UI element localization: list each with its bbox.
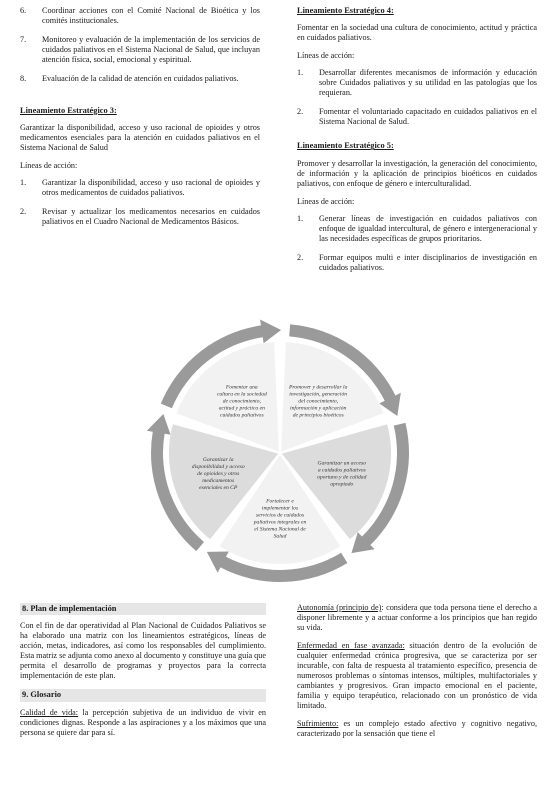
actions-label: Líneas de acción: xyxy=(297,196,355,206)
glossary-term: Sufrimiento: xyxy=(297,719,339,728)
section-title: 8. Plan de implementación xyxy=(20,603,266,615)
right-bottom-column xyxy=(297,603,537,747)
diagram-segment-label: Garantizar un acceso a cuidados paliativos oportuno y de calidad apropiado xyxy=(317,460,367,488)
list-item: 7. Monitoreo y evaluación de la implementación de los servicios de cuidados paliativos en el Sistema Nacional de Salud, que incluyan atención física, social, emocional y espiritual. xyxy=(20,35,260,64)
list-item: 2. Revisar y actualizar los medicamentos necesarios en cuidados paliativos en el Cuadro Nacional de Medicamentos Básicos. xyxy=(20,207,260,227)
section-heading: Lineamiento Estratégico 3: xyxy=(20,106,117,115)
diagram-segment-label: Promover y desarrollar la investigación, generación del conocimiento, información y aplicación de principios bioéticos xyxy=(288,384,348,419)
glossary-term: Calidad de vida: xyxy=(20,707,79,717)
glossary-entry: Autonomía (principio de): considera que toda persona tiene el derecho a disponer libremente y a actuar conforme a los principios que han regido su vida. xyxy=(297,603,537,632)
paragraph: Promover y desarrollar la investigación, la generación del conocimiento, de información y la aplicación de principios bioéticos en cuidados paliativos, con enfoque de género e interculturalidad. xyxy=(297,158,537,188)
strategic-cycle-diagram xyxy=(130,318,430,588)
glossary-term: Autonomía (principio de) xyxy=(297,603,382,612)
actions-label: Líneas de acción: xyxy=(20,161,78,171)
paragraph: Fomentar en la sociedad una cultura de conocimiento, actitud y práctica en cuidados paliativos. xyxy=(297,23,537,43)
list-item: 1. Desarrollar diferentes mecanismos de información y educación sobre Cuidados paliativos y su utilidad en las patologías que los requieran. xyxy=(297,68,537,98)
list-item: 2. Formar equipos multi e inter disciplinarios de investigación en cuidados paliativos. xyxy=(297,252,537,272)
section-heading: Lineamiento Estratégico 4: xyxy=(297,6,394,15)
glossary-entry: Sufrimiento: es un complejo estado afectivo y cognitivo negativo, caracterizado por la sensación que tiene el xyxy=(297,719,537,738)
diagram-segment-label: Garantizar la disponibilidad y acceso de opioides y otros medicamentos esenciales en CP xyxy=(191,457,245,492)
section-title: 9. Glosario xyxy=(20,689,266,701)
list-item: 8. Evaluación de la calidad de atención en cuidados paliativos. xyxy=(20,74,239,83)
section-heading: Lineamiento Estratégico 5: xyxy=(297,141,394,151)
right-top-column xyxy=(297,6,537,282)
glossary-entry: Enfermedad en fase avanzada: situación dentro de la evolución de cualquier enfermedad crónica progresiva, que se caracteriza por ser incurable, con falta de respuesta al tratamiento específico, presencia de numerosos problemas o síntomas intensos, múltiples, multifactoriales y cambiantes y progresivos. Gran impacto emocional en el paciente, familia y equipo terapéutico, relacionado con un pronóstico de vida limitado. xyxy=(297,641,537,710)
diagram-segment-label: Fomentar una cultura en la sociedad de conocimiento, actitud y práctica en cuidados paliativos xyxy=(216,384,267,419)
diagram-segment-label: Fortalecer e implementar los servicios de cuidados paliativos integrales en el Sistema Nacional de Salud xyxy=(253,498,307,540)
glossary-term: Enfermedad en fase avanzada: xyxy=(297,641,405,650)
actions-label: Líneas de acción: xyxy=(297,51,355,61)
list-item: 2. Fomentar el voluntariado capacitado en cuidados paliativos en el Sistema Nacional de Salud. xyxy=(297,107,537,127)
left-bottom-column xyxy=(20,603,266,746)
paragraph: Garantizar la disponibilidad, acceso y uso racional de opioides y otros medicamentos esenciales para la atención en cuidados paliativos en el Sistema Nacional de Salud xyxy=(20,123,260,153)
paragraph: Con el fin de dar operatividad al Plan Nacional de Cuidados Paliativos se ha elaborado una matriz con los lineamientos estratégicos, líneas de acción, metas, indicadores, así como los responsables del cumplimiento. Esta matriz se adjunta como anexo al documento y constituye una guía que permita el desarrollo de programas y proyectos para la correcta implementación de este plan. xyxy=(20,621,267,681)
list-item: 6. Coordinar acciones con el Comité Nacional de Bioética y los comités institucionales. xyxy=(20,6,260,25)
left-top-column xyxy=(20,6,260,236)
list-item: 1. Garantizar la disponibilidad, acceso y uso racional de opioides y otros medicamentos de cuidados paliativos. xyxy=(20,178,260,198)
glossary-entry: Calidad de vida: la percepción subjetiva de un individuo de vivir en condiciones dignas. Responde a las aspiraciones y a los máximos que una persona se quiere dar para sí. xyxy=(20,707,266,737)
list-item: 1. Generar líneas de investigación en cuidados paliativos con enfoque de igualdad intercultural, de género e intergeneracional y las necesidades específicas de grupos prioritarios. xyxy=(297,213,537,243)
